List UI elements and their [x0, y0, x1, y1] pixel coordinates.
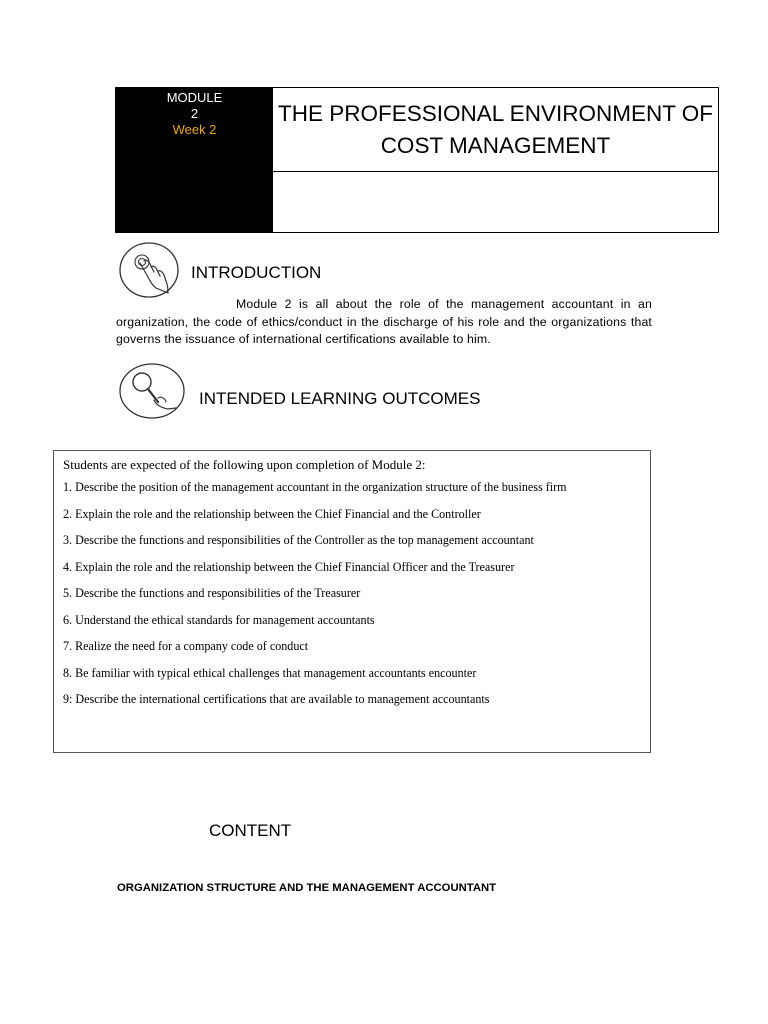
module-number: 2 — [190, 106, 199, 121]
outcome-item: 9: Describe the international certifications that are available to management accountants — [63, 692, 490, 706]
week-label: Week 2 — [172, 122, 217, 137]
section-subheading: ORGANIZATION STRUCTURE AND THE MANAGEMENT ACCOUNTANT — [117, 882, 497, 894]
learning-outcomes-box — [53, 450, 651, 753]
introduction-text — [116, 296, 652, 349]
outcome-item: 7. Realize the need for a company code of conduct — [63, 639, 309, 653]
outcome-item: 3. Describe the functions and responsibilities of the Controller as the top management accountant — [63, 533, 534, 547]
page-title: THE PROFESSIONAL ENVIRONMENT OF COST MANAGEMENT — [273, 88, 718, 172]
outcome-item: 1. Describe the position of the management accountant in the organization structure of the business firm — [63, 480, 567, 494]
content-heading: CONTENT — [209, 821, 292, 840]
introduction-heading: INTRODUCTION — [191, 263, 322, 282]
pointing-hand-icon — [118, 241, 180, 299]
outcome-item: 6. Understand the ethical standards for management accountants — [63, 612, 375, 627]
outcomes-list — [63, 480, 642, 706]
outcome-item: 2. Explain the role and the relationship between the Chief Financial and the Controller — [63, 506, 481, 521]
magnifying-glass-icon — [118, 362, 186, 420]
outcomes-heading: INTENDED LEARNING OUTCOMES — [199, 389, 481, 408]
outcome-item: 4. Explain the role and the relationship between the Chief Financial Officer and the Treasurer — [63, 559, 515, 574]
introduction-paragraph: Module 2 is all about the role of the management accountant in an organization, the code of ethics/conduct in the discharge of his role and the organizations that governs the issuance of international certifications available to him. — [116, 297, 652, 346]
outcome-item: 5. Describe the functions and responsibilities of the Treasurer — [63, 586, 361, 600]
module-badge — [116, 88, 273, 232]
module-header — [115, 87, 719, 233]
module-label: MODULE — [166, 90, 223, 105]
outcome-item: 8. Be familiar with typical ethical challenges that management accountants encounter — [63, 665, 477, 680]
outcomes-intro: Students are expected of the following upon completion of Module 2: — [63, 457, 426, 472]
